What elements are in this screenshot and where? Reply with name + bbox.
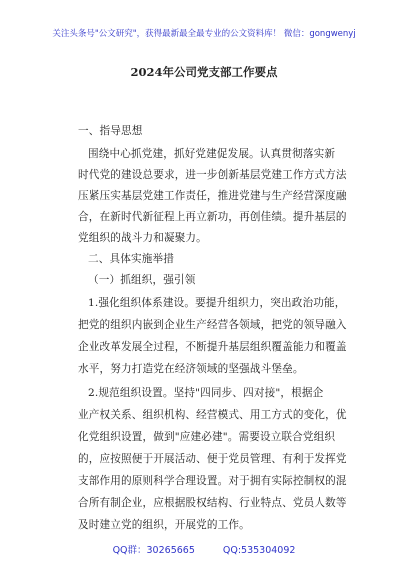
paragraph-line: 水平，努力打造党在经济领域的坚强战斗堡垒。: [78, 363, 304, 375]
footer-qq: QQ:535304092: [222, 545, 296, 556]
footer-contact: [0, 542, 408, 556]
section-heading-measures: 二、具体实施举措: [88, 253, 174, 265]
paragraph-line: 的，应按照便于开展活动、便于党员管理、有利于发挥党: [78, 453, 347, 465]
paragraph-line: 业产权关系、组织机构、经营模式、用工方式的变化，优: [78, 409, 347, 421]
paragraph-line: 压紧压实基层党建工作责任，推进党建与生产经营深度融: [78, 190, 347, 202]
paragraph-line: 党组织的战斗力和凝聚力。: [78, 232, 207, 244]
footer-qq-group: QQ群：30265665: [112, 545, 195, 556]
document-title: 2024年公司党支部工作要点: [130, 65, 278, 79]
paragraph-line: 1.强化组织体系建设。要提升组织力，突出政治功能，: [88, 297, 346, 309]
header-promo-note: 关注头条号"公文研究"，获得最新最全最专业的公文资料库！ 微信：gongwenyj: [52, 29, 356, 39]
paragraph-line: 支部作用的原则科学合理设置。对于拥有实际控制权的混: [78, 475, 347, 487]
paragraph-line: 把党的组织内嵌到企业生产经营各领域，把党的领导融入: [78, 319, 347, 331]
paragraph-line: 企业改革发展全过程，不断提升基层组织覆盖能力和覆盖: [78, 341, 347, 353]
paragraph-line: 合，在新时代新征程上再立新功，再创佳绩。提升基层的: [78, 211, 347, 223]
paragraph-line: 合所有制企业，应根据股权结构、行业特点、党员人数等: [78, 497, 347, 509]
paragraph-line: 时代党的建设总要求，进一步创新基层党建工作方式方法: [78, 169, 347, 181]
paragraph-line: 2.规范组织设置。坚持"四同步、四对接"，根据企: [88, 387, 324, 399]
section-heading-guiding-ideology: 一、指导思想: [78, 125, 143, 137]
paragraph-line: 化党组织设置，做到"应建必建"。需要设立联合党组织: [78, 431, 336, 443]
paragraph-line: 围绕中心抓党建，抓好党建促发展。认真贯彻落实新: [88, 148, 336, 160]
subsection-heading: （一）抓组织，强引领: [88, 274, 196, 286]
paragraph-line: 及时建立党的组织，开展党的工作。: [78, 519, 250, 531]
